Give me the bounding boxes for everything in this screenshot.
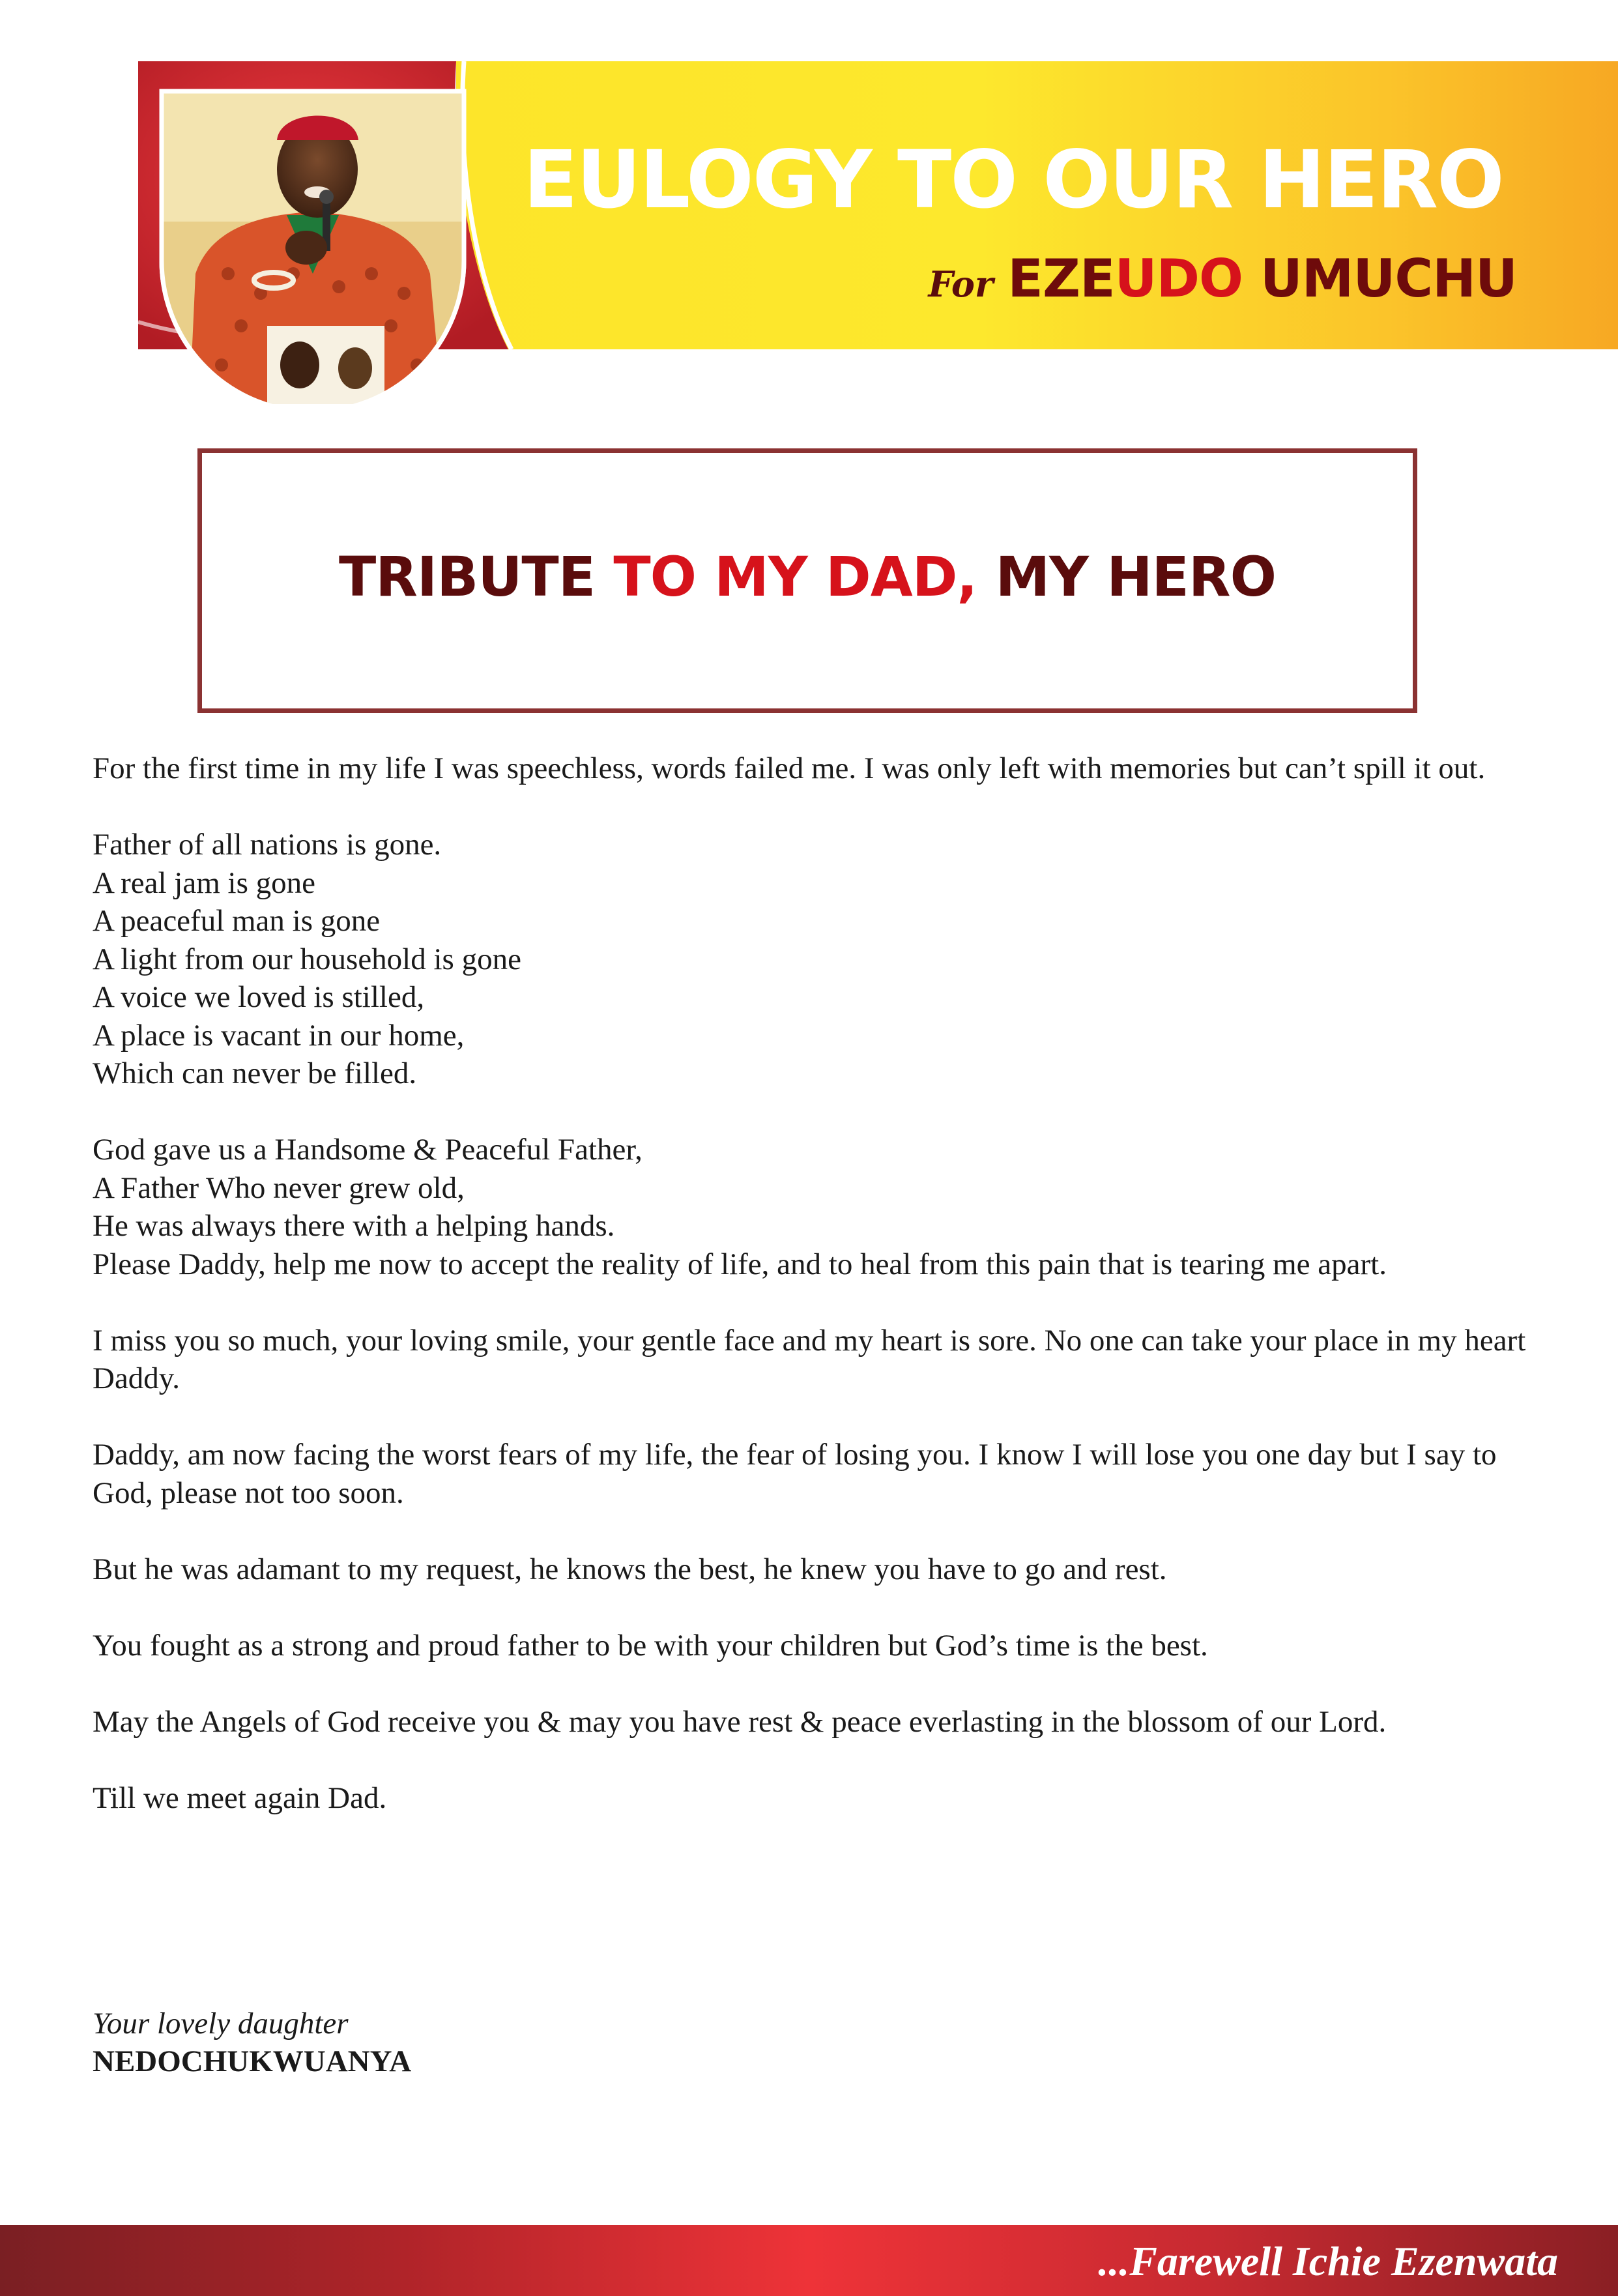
banner-for-label: For — [928, 263, 994, 305]
poem-line: Please Daddy, help me now to accept the reality of life, and to heal from this pain that is tearing me apart. — [93, 1247, 1387, 1281]
poem-line: Which can never be filled. — [93, 1056, 417, 1090]
tribute-title-part2: TO MY DAD, — [613, 545, 977, 609]
paragraph-4: But he was adamant to my request, he knows the best, he knew you have to go and rest. — [93, 1552, 1167, 1586]
poem-line: A voice we loved is stilled, — [93, 980, 425, 1014]
banner-title: EULOGY TO OUR HERO — [523, 134, 1503, 226]
banner-subject-part2: UDO — [1114, 248, 1243, 309]
portrait-photo — [162, 91, 464, 404]
header-banner — [0, 0, 1618, 404]
poem-line: A real jam is gone — [93, 865, 315, 900]
paragraph-5: You fought as a strong and proud father to be with your children but God’s time is the best. — [93, 1628, 1208, 1663]
tribute-title-part3: MY HERO — [977, 545, 1277, 609]
paragraph-1: For the first time in my life I was speechless, words failed me. I was only left with memories but can’t spill it out. — [93, 751, 1486, 785]
paragraph-2: I miss you so much, your loving smile, your gentle face and my heart is sore. No one can take your place in my heart Daddy. — [93, 1323, 1526, 1395]
tribute-title — [202, 545, 1413, 609]
banner-subject-part1: EZE — [1007, 248, 1115, 309]
tribute-title-part1: TRIBUTE — [338, 545, 614, 609]
signature-role: Your lovely daughter — [93, 2007, 349, 2041]
banner-subtitle — [928, 248, 1517, 309]
poem-line: He was always there with a helping hands. — [93, 1209, 615, 1243]
poem-stanza-1 — [93, 826, 1526, 1093]
poem-line: God gave us a Handsome & Peaceful Father, — [93, 1133, 643, 1167]
poem-line: Father of all nations is gone. — [93, 828, 442, 862]
poem-line: A place is vacant in our home, — [93, 1018, 465, 1053]
signature-name: NEDOCHUKWUANYA — [93, 2044, 412, 2078]
paragraph-3: Daddy, am now facing the worst fears of my life, the fear of losing you. I know I will lose you one day but I say to God, please not too soon. — [93, 1438, 1497, 1510]
tribute-title-box — [197, 448, 1417, 713]
paragraph-6: May the Angels of God receive you & may you have rest & peace everlasting in the blossom of our Lord. — [93, 1704, 1387, 1739]
tribute-body — [93, 749, 1526, 1855]
poem-line: A peaceful man is gone — [93, 904, 381, 938]
footer-text: ...Farewell Ichie Ezenwata — [1098, 2238, 1558, 2284]
footer-bar — [0, 2225, 1618, 2296]
poem-line: A Father Who never grew old, — [93, 1170, 465, 1205]
banner-subject-part3: UMUCHU — [1242, 248, 1517, 309]
poem-line: A light from our household is gone — [93, 942, 521, 976]
paragraph-7: Till we meet again Dad. — [93, 1780, 387, 1815]
poem-stanza-2 — [93, 1131, 1526, 1283]
signature-block — [93, 2005, 411, 2080]
